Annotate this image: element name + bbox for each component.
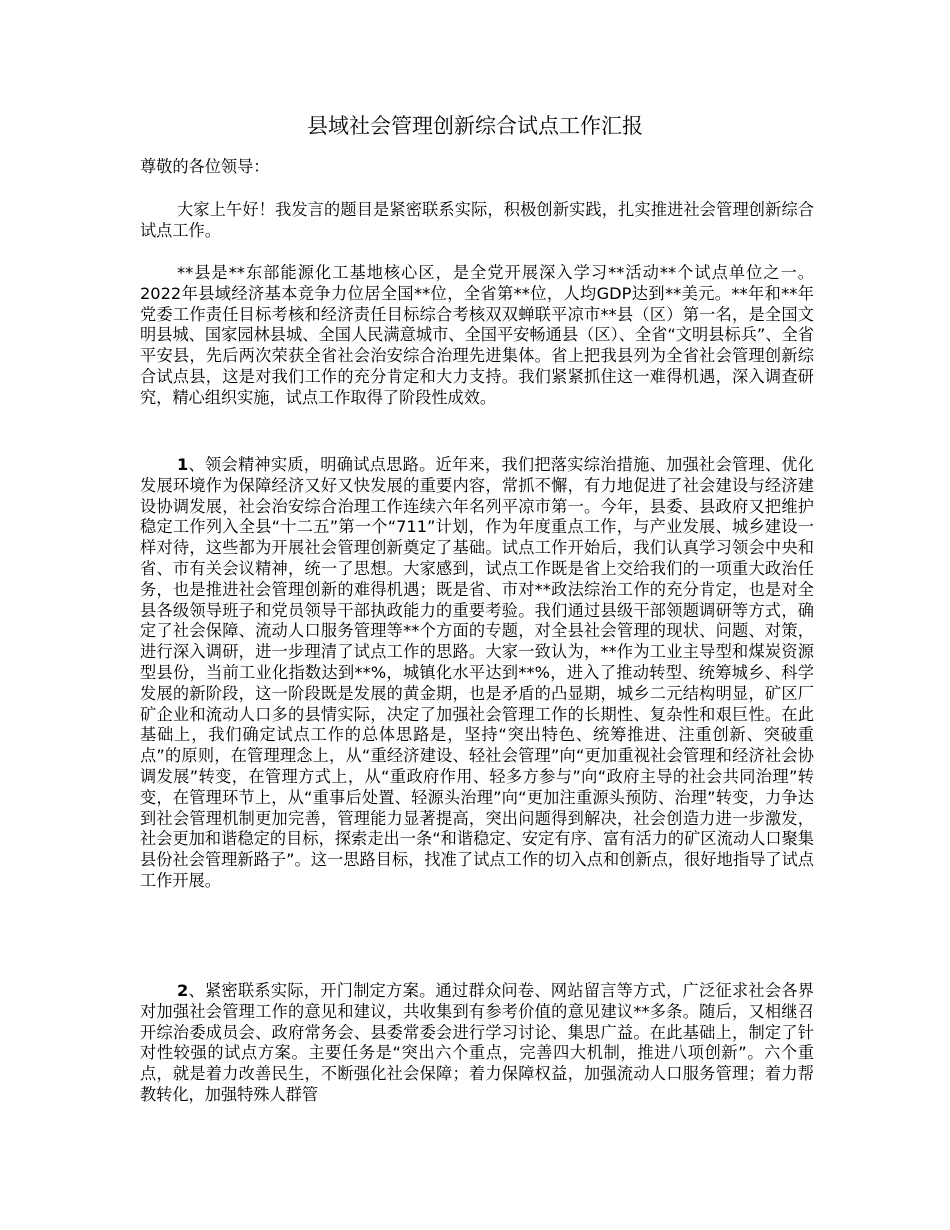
paragraph-text: 大家上午好！我发言的题目是紧密联系实际，积极创新实践，扎实推进社会管理创新综合试点工作。 [140, 200, 814, 240]
section-number: 1 [177, 455, 189, 474]
paragraph-county-overview [140, 263, 814, 409]
paragraph-greeting [140, 200, 814, 242]
salutation: 尊敬的各位领导： [140, 157, 270, 176]
paragraph-text: 、领会精神实质，明确试点思路。近年来，我们把落实综治措施、加强社会管理、优化发展环境作为保障经济又好又快发展的重要内容，常抓不懈，有力地促进了社会建设与经济建设协调发展，社会治安综合治理工作连续六年名列平凉市第一。今年，县委、县政府又把维护稳定工作列入全县“十二五”第一个“711”计划，作为年度重点工作，与产业发展、城乡建设一样对待，这些都为开展社会管理创新奠定了基础。试点工作开始后，我们认真学习领会中央和省、市有关会议精神，统一了思想。大家感到，试点工作既是省上交给我们的一项重大政治任务，也是推进社会管理创新的难得机遇；既是省、市对**政法综治工作的充分肯定，也是对全县各级领导班子和党员领导干部执政能力的重要考验。我们通过县级干部领题调研等方式，确定了社会保障、流动人口服务管理等**个方面的专题，对全县社会管理的现状、问题、对策，进行深入调研，进一步理清了试点工作的思路。大家一致认为，**作为工业主导型和煤炭资源型县份，当前工业化指数达到**%，城镇化水平达到**%，进入了推动转型、统筹城乡、科学发展的新阶段，这一阶段既是发展的黄金期，也是矛盾的凸显期，城乡二元结构明显，矿区厂矿企业和流动人口多的县情实际，决定了加强社会管理工作的长期性、复杂性和艰巨性。在此基础上，我们确定试点工作的总体思路是，坚持“突出特色、统筹推进、注重创新、突破重点”的原则，在管理理念上，从“重经济建设、轻社会管理”向“更加重视社会管理和经济社会协调发展”转变，在管理方式上，从“重政府作用、轻多方参与”向“政府主导的社会共同治理”转变，在管理环节上，从“重事后处置、轻源头治理”向“更加注重源头预防、治理”转变，力争达到社会管理机制更加完善，管理能力显著提高，突出问题得到解决，社会创造力进一步激发，社会更加和谐稳定的目标，探索走出一条“和谐稳定、安定有序、富有活力的矿区流动人口聚集县份社会管理新路子”。这一思路目标，找准了试点工作的切入点和创新点，很好地指导了试点工作开展。 [140, 455, 814, 890]
paragraph-section-1 [140, 455, 814, 892]
document-title: 县域社会管理创新综合试点工作汇报 [307, 114, 643, 138]
section-number: 2 [177, 981, 189, 1000]
paragraph-section-2 [140, 981, 814, 1106]
paragraph-text: **县是**东部能源化工基地核心区，是全党开展深入学习**活动**个试点单位之一。2022年县域经济基本竞争力位居全国**位，全省第**位，人均GDP达到**美元。**年和**年党委工作责任目标考核和经济责任目标综合考核双双蝉联平凉市**县（区）第一名，是全国文明县城、国家园林县城、全国人民满意城市、全国平安畅通县（区）、全省“文明县标兵”、全省平安县，先后两次荣获全省社会治安综合治理先进集体。省上把我县列为全省社会管理创新综合试点县，这是对我们工作的充分肯定和大力支持。我们紧紧抓住这一难得机遇，深入调查研究，精心组织实施，试点工作取得了阶段性成效。 [140, 263, 814, 407]
paragraph-text: 、紧密联系实际，开门制定方案。通过群众问卷、网站留言等方式，广泛征求社会各界对加强社会管理工作的意见和建议，共收集到有参考价值的意见建议**多条。随后，又相继召开综治委成员会、政府常务会、县委常委会进行学习讨论、集思广益。在此基础上，制定了针对性较强的试点方案。主要任务是“突出六个重点，完善四大机制，推进八项创新”。六个重点，就是着力改善民生，不断强化社会保障；着力保障权益，加强流动人口服务管理；着力帮教转化，加强特殊人群管 [140, 981, 814, 1104]
